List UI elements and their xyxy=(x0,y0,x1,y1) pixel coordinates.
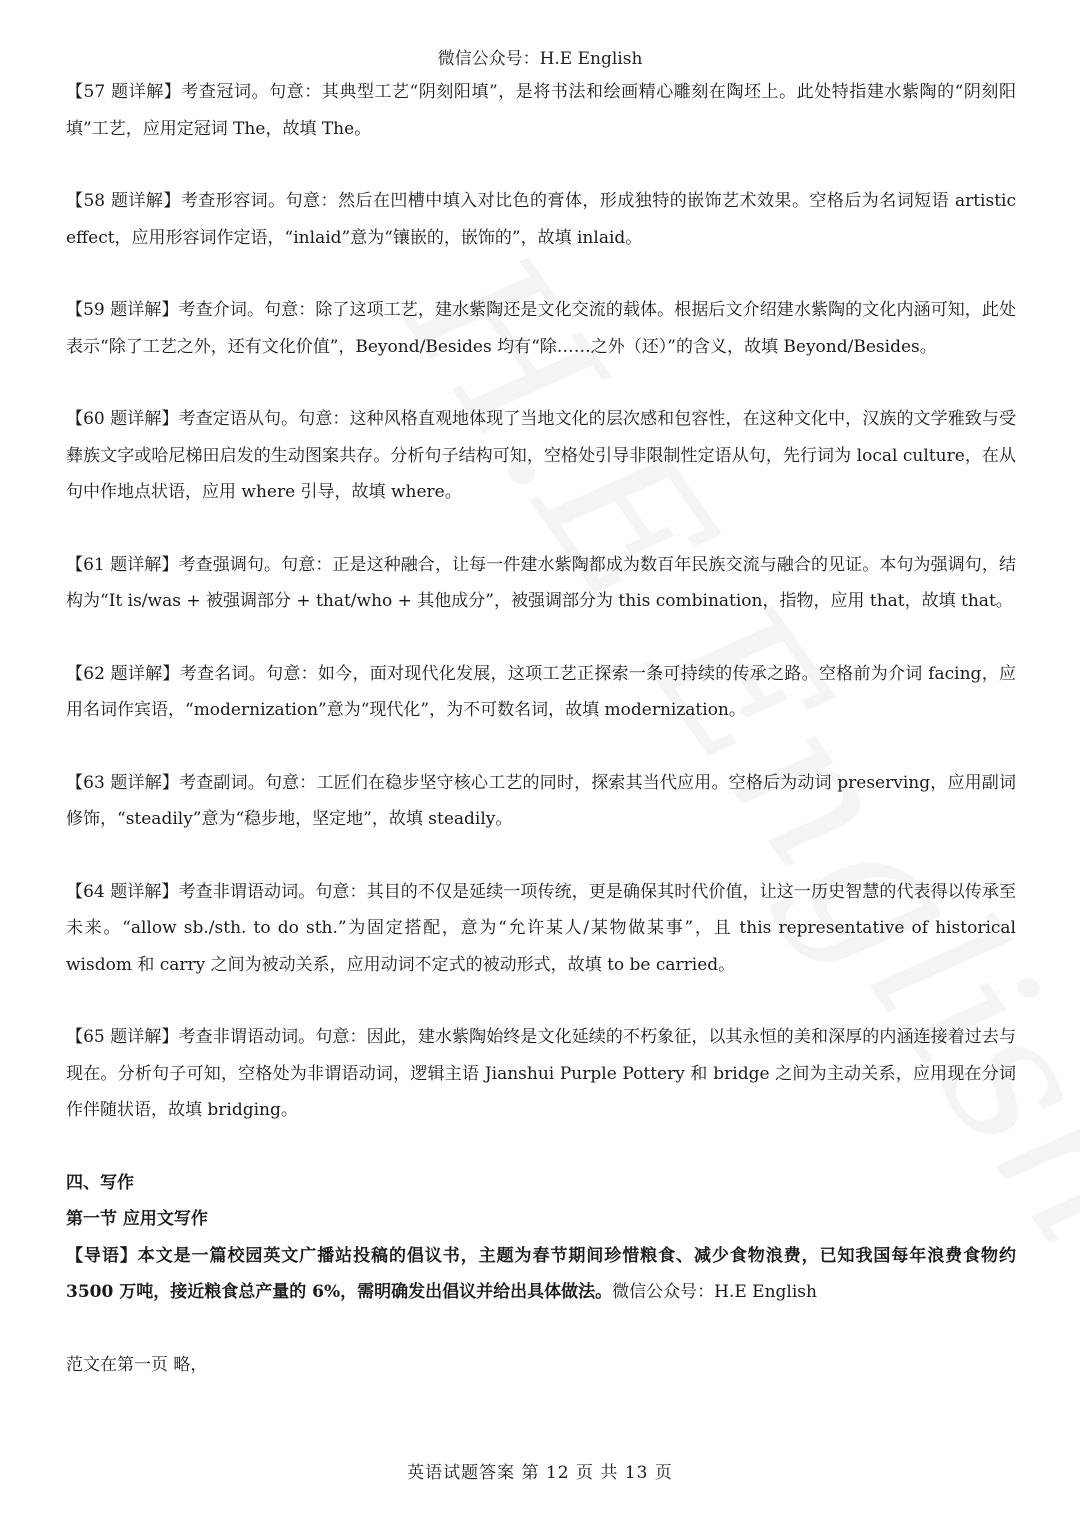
explanation-60 xyxy=(66,401,1016,511)
page-content xyxy=(66,74,1016,1383)
explanation-65 xyxy=(66,1019,1016,1129)
section-title: 四、写作 xyxy=(66,1172,134,1193)
subsection-title: 第一节 应用文写作 xyxy=(66,1209,208,1229)
explanation-58 xyxy=(66,183,1016,256)
explanation-label: 【65 题详解】 xyxy=(66,1027,179,1047)
explanation-64 xyxy=(66,874,1016,984)
explanation-label: 【62 题详解】 xyxy=(66,663,180,684)
writing-intro xyxy=(66,1238,1016,1311)
explanation-57 xyxy=(66,74,1016,147)
explanation-text: 考查非谓语动词。句意：其目的不仅是延续一项传统，更是确保其时代价值，让这一历史智慧的代表得以传承至未来。“allow sb./sth. to do sth.”为固定搭配，意为“允许某人/某物做某事”，且 this representative of historical wisdom 和 carry 之间为被动关系，应用动词不定式的被动形式，故填 to be carried。 xyxy=(66,881,1016,975)
explanation-label: 【63 题详解】 xyxy=(66,772,180,793)
explanation-text: 考查非谓语动词。句意：因此，建水紫陶始终是文化延续的不朽象征，以其永恒的美和深厚的内涵连接着过去与现在。分析句子可知，空格处为非谓语动词，逻辑主语 Jianshui Purple Pottery 和 bridge 之间为主动关系，应用现在分词作伴随状语，故填 bridging。 xyxy=(66,1027,1016,1120)
explanation-text: 考查副词。句意：工匠们在稳步坚守核心工艺的同时，探索其当代应用。空格后为动词 preserving，应用副词修饰，“steadily”意为“稳步地，坚定地”，故填 steadily。 xyxy=(66,772,1016,829)
explanation-text: 考查介词。句意：除了这项工艺，建水紫陶还是文化交流的载体。根据后文介绍建水紫陶的文化内涵可知，此处表示“除了工艺之外，还有文化价值”，Beyond/Besides 均有“除……之外（还）”的含义，故填 Beyond/Besides。 xyxy=(66,300,1016,357)
explanation-text: 考查冠词。句意：其典型工艺“阴刻阳填”，是将书法和绘画精心雕刻在陶坯上。此处特指建水紫陶的“阴刻阳填”工艺，应用定冠词 The，故填 The。 xyxy=(66,82,1016,139)
explanation-59 xyxy=(66,292,1016,365)
explanation-62 xyxy=(66,656,1016,729)
explanation-text: 考查定语从句。句意：这种风格直观地体现了当地文化的层次感和包容性，在这种文化中，汉族的文学雅致与受彝族文字或哈尼梯田启发的生动图案共存。分析句子结构可知，空格处引导非限制性定语从句，先行词为 local culture，在从句中作地点状语，应用 where 引导，故填 where。 xyxy=(66,409,1016,502)
explanation-text: 考查名词。句意：如今，面对现代化发展，这项工艺正探索一条可持续的传承之路。空格前为介词 facing，应用名词作宾语，“modernization”意为“现代化”，为不可数名词，故填 modernization。 xyxy=(66,663,1016,720)
explanation-text: 考查强调句。句意：正是这种融合，让每一件建水紫陶都成为数百年民族交流与融合的见证。本句为强调句，结构为“It is/was + 被强调部分 + that/who + 其他成分”，被强调部分为 this combination，指物，应用 that，故填 that。 xyxy=(66,554,1016,611)
intro-bold-text: 【导语】本文是一篇校园英文广播站投稿的倡议书，主题为春节期间珍惜粮食、减少食物浪费，已知我国每年浪费食物约 3500 万吨，接近粮食总产量的 6%，需明确发出倡议并给出具体做法。 xyxy=(66,1245,1016,1302)
page-footer: 英语试题答案 第 12 页 共 13 页 xyxy=(407,1463,673,1483)
explanation-label: 【61 题详解】 xyxy=(66,554,179,575)
intro-tail-text: 微信公众号：H.E English xyxy=(612,1282,817,1302)
explanation-label: 【60 题详解】 xyxy=(66,409,179,429)
sample-note: 范文在第一页 略， xyxy=(66,1354,208,1375)
explanation-61 xyxy=(66,547,1016,620)
page-header: 微信公众号：H.E English xyxy=(437,49,643,69)
explanation-label: 【57 题详解】 xyxy=(66,82,182,102)
explanation-label: 【58 题详解】 xyxy=(66,191,181,211)
explanation-text: 考查形容词。句意：然后在凹槽中填入对比色的膏体，形成独特的嵌饰艺术效果。空格后为名词短语 artistic effect，应用形容词作定语，“inlaid”意为“镶嵌的，嵌饰的”，故填 inlaid。 xyxy=(66,191,1016,248)
explanation-label: 【64 题详解】 xyxy=(66,881,179,902)
explanation-label: 【59 题详解】 xyxy=(66,300,179,320)
explanation-63 xyxy=(66,765,1016,838)
